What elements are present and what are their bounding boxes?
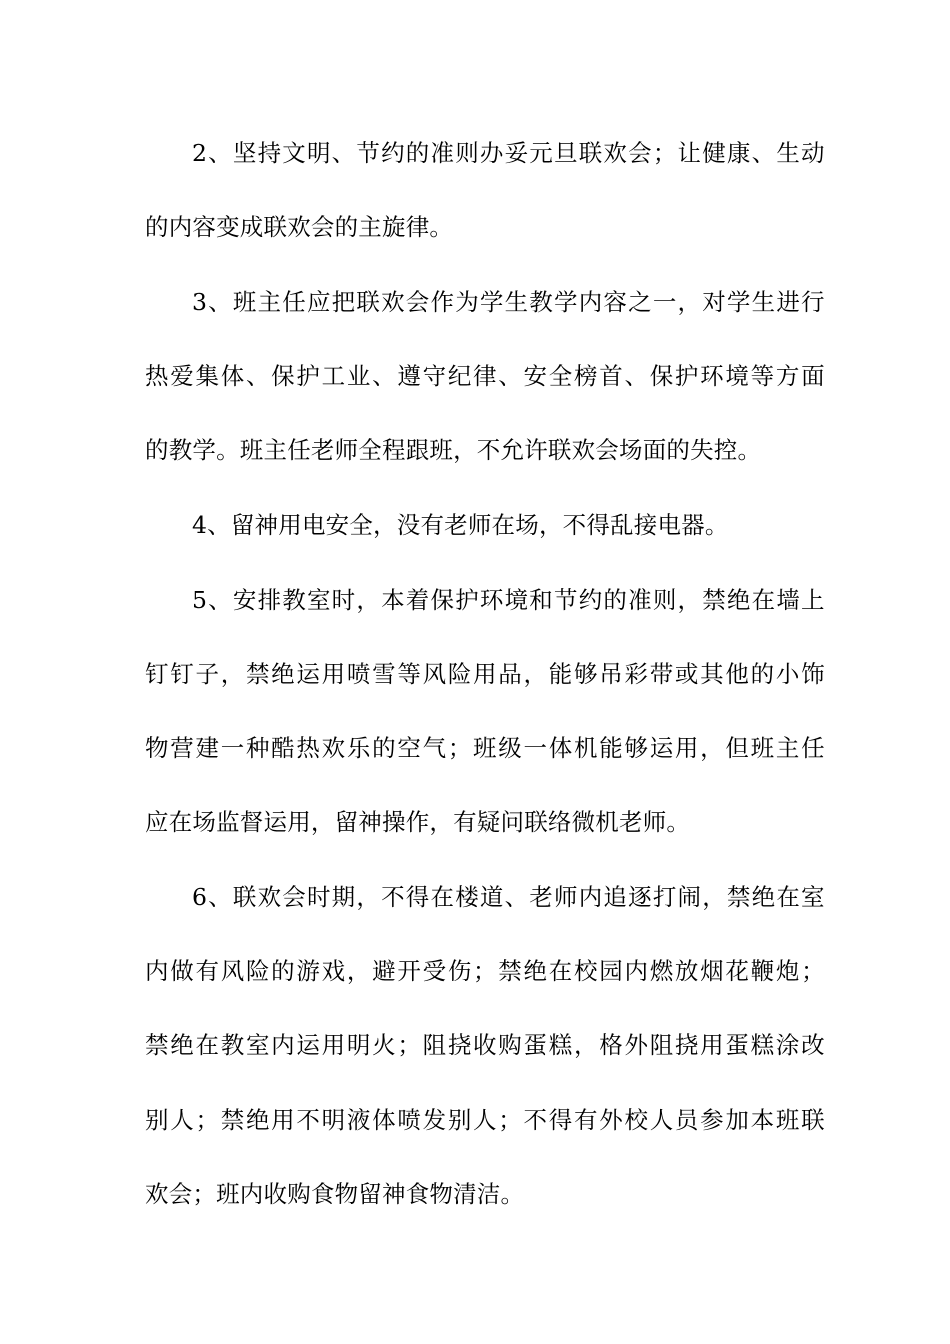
text-glyph: 让: [677, 139, 702, 167]
text-glyph: 开: [397, 957, 422, 985]
text-glyph: 欢: [603, 139, 628, 167]
text-glyph: 榜: [573, 362, 598, 390]
text-glyph: 守: [422, 362, 447, 390]
paragraph-6-line-3: [145, 1025, 825, 1065]
text-glyph: 、: [372, 362, 396, 390]
text-glyph: 运: [649, 734, 674, 762]
text-glyph: 绝: [271, 660, 295, 688]
text-glyph: 会: [628, 139, 652, 167]
text-glyph: 挠: [447, 1031, 472, 1059]
text-glyph: 节: [356, 139, 381, 167]
text-glyph: 内: [271, 1031, 295, 1059]
text-glyph: 把: [331, 288, 356, 316]
text-glyph: 教: [529, 288, 553, 316]
text-glyph: 联: [232, 883, 257, 911]
text-glyph: 应: [306, 288, 331, 316]
text-glyph: 涂: [775, 1031, 800, 1059]
text-glyph: 风: [422, 660, 447, 688]
text-glyph: 花: [725, 957, 750, 985]
text-glyph: 生: [751, 288, 776, 316]
paragraph-4-line-1: 4、留神用电安全，没有老师在场，不得乱接电器。: [192, 511, 729, 539]
text-glyph: 学: [479, 288, 504, 316]
text-glyph: 不: [296, 1106, 321, 1134]
text-glyph: 在: [548, 957, 573, 985]
text-glyph: 任: [282, 288, 306, 316]
text-glyph: 保: [271, 362, 295, 390]
text-glyph: 教: [220, 1031, 245, 1059]
text-glyph: 他: [725, 660, 750, 688]
text-glyph: 保: [649, 362, 674, 390]
text-glyph: 小: [775, 660, 800, 688]
text-glyph: 则: [455, 139, 479, 167]
text-glyph: 空: [397, 734, 422, 762]
text-glyph: 购: [498, 1031, 522, 1059]
text-glyph: 2: [192, 139, 208, 167]
text-glyph: 主: [257, 288, 282, 316]
text-glyph: 保: [430, 586, 455, 614]
text-glyph: 方: [775, 362, 800, 390]
text-glyph: ，: [677, 288, 702, 316]
text-glyph: 一: [523, 734, 548, 762]
text-glyph: 妥: [504, 139, 529, 167]
text-glyph: 境: [504, 586, 529, 614]
paragraph-6-line-2: [145, 951, 825, 991]
text-glyph: 旦: [554, 139, 578, 167]
text-glyph: 外: [624, 1031, 649, 1059]
text-glyph: 班: [473, 734, 497, 762]
text-glyph: 内: [578, 288, 603, 316]
text-glyph: 准: [430, 139, 455, 167]
text-glyph: 人: [473, 1106, 497, 1134]
text-glyph: 、: [208, 586, 232, 614]
paragraph-3-line-1: [192, 282, 825, 322]
paragraph-6-line-1: [192, 877, 825, 917]
text-glyph: 机: [573, 734, 598, 762]
text-glyph: 一: [652, 288, 677, 316]
text-glyph: 护: [296, 362, 321, 390]
text-glyph: 带: [649, 660, 674, 688]
text-glyph: 在: [776, 883, 801, 911]
text-glyph: ，: [220, 660, 245, 688]
text-glyph: 参: [700, 1106, 724, 1134]
text-glyph: 或: [674, 660, 699, 688]
text-glyph: 用: [271, 1106, 295, 1134]
text-glyph: 蛋: [523, 1031, 548, 1059]
text-glyph: 其: [700, 660, 724, 688]
text-glyph: 体: [548, 734, 573, 762]
text-glyph: 体: [220, 362, 245, 390]
text-glyph: ，: [523, 660, 548, 688]
text-glyph: 学: [554, 288, 578, 316]
text-glyph: 一: [220, 734, 245, 762]
text-glyph: 改: [801, 1031, 825, 1059]
text-glyph: 做: [170, 957, 194, 985]
text-glyph: 对: [702, 288, 726, 316]
text-glyph: 的: [750, 660, 775, 688]
text-glyph: ；: [498, 1106, 522, 1134]
text-glyph: 等: [750, 362, 775, 390]
text-glyph: ；: [195, 1106, 220, 1134]
text-glyph: 用: [321, 660, 346, 688]
text-glyph: 得: [405, 883, 430, 911]
text-glyph: 饰: [801, 660, 825, 688]
text-glyph: 建: [195, 734, 220, 762]
text-glyph: 任: [801, 734, 825, 762]
text-glyph: 康: [726, 139, 751, 167]
text-glyph: 热: [145, 362, 169, 390]
paragraph-5-line-2: [145, 654, 825, 694]
text-glyph: 阻: [649, 1031, 674, 1059]
text-glyph: 会: [282, 883, 306, 911]
text-glyph: 物: [145, 734, 169, 762]
text-glyph: 工: [321, 362, 346, 390]
text-glyph: 墙: [776, 586, 801, 614]
text-glyph: 绝: [170, 1031, 194, 1059]
text-glyph: 别: [145, 1106, 169, 1134]
text-glyph: 加: [725, 1106, 750, 1134]
text-glyph: 园: [599, 957, 623, 985]
text-glyph: 够: [624, 734, 649, 762]
text-glyph: 、: [208, 288, 232, 316]
text-glyph: 内: [578, 883, 603, 911]
text-glyph: 、: [624, 362, 649, 390]
text-glyph: 等: [397, 660, 422, 688]
text-glyph: 用: [473, 660, 497, 688]
text-glyph: 纪: [447, 362, 472, 390]
text-glyph: 明: [346, 1031, 371, 1059]
text-glyph: 用: [674, 734, 699, 762]
text-glyph: 节: [554, 586, 578, 614]
text-glyph: 环: [700, 362, 724, 390]
text-glyph: 、: [208, 139, 232, 167]
text-glyph: 联: [801, 1106, 825, 1134]
text-glyph: 乐: [346, 734, 371, 762]
text-glyph: 为: [455, 288, 479, 316]
text-glyph: 用: [700, 1031, 724, 1059]
text-glyph: 安: [523, 362, 548, 390]
text-glyph: 禁: [726, 883, 751, 911]
text-glyph: 班: [775, 1106, 800, 1134]
text-glyph: 逐: [628, 883, 652, 911]
text-glyph: 子: [195, 660, 220, 688]
text-glyph: 持: [257, 139, 282, 167]
text-glyph: 在: [751, 586, 776, 614]
text-glyph: 本: [381, 586, 405, 614]
text-glyph: 人: [170, 1106, 194, 1134]
paragraph-5-line-3: [145, 728, 825, 768]
text-glyph: 则: [652, 586, 677, 614]
text-glyph: 室: [245, 1031, 270, 1059]
text-glyph: 的: [603, 586, 628, 614]
text-glyph: 人: [649, 1106, 674, 1134]
text-glyph: 外: [599, 1106, 623, 1134]
text-glyph: 遵: [397, 362, 422, 390]
text-glyph: 、: [208, 883, 232, 911]
text-glyph: 钉: [145, 660, 169, 688]
text-glyph: 安: [232, 586, 257, 614]
text-glyph: ，: [702, 883, 726, 911]
text-glyph: 、: [504, 883, 529, 911]
text-glyph: 收: [473, 1031, 497, 1059]
paragraph-5-line-1: [192, 580, 825, 620]
text-glyph: 糕: [548, 1031, 573, 1059]
text-glyph: 之: [628, 288, 652, 316]
paragraph-2-line-2: 的内容变成联欢会的主旋律。: [145, 213, 454, 241]
text-glyph: 动: [801, 139, 825, 167]
text-glyph: 的: [271, 957, 295, 985]
text-glyph: 学: [726, 288, 751, 316]
text-glyph: 会: [405, 288, 430, 316]
text-glyph: 6: [192, 883, 208, 911]
text-glyph: 禁: [245, 660, 270, 688]
text-glyph: 境: [725, 362, 750, 390]
text-glyph: 班: [750, 734, 775, 762]
text-glyph: 禁: [702, 586, 726, 614]
paragraph-6-line-4: [145, 1100, 825, 1140]
paragraph-3-line-3: 的教学。班主任老师全程跟班，不允许联欢会场面的失控。: [145, 436, 762, 464]
text-glyph: 不: [523, 1106, 548, 1134]
text-glyph: ；: [397, 1031, 422, 1059]
text-glyph: 体: [372, 1106, 396, 1134]
text-glyph: 酷: [271, 734, 295, 762]
text-glyph: 室: [306, 586, 331, 614]
text-glyph: 有: [573, 1106, 598, 1134]
text-glyph: 险: [447, 660, 472, 688]
text-glyph: 钉: [170, 660, 194, 688]
text-glyph: ；: [801, 957, 825, 985]
text-glyph: 护: [455, 586, 479, 614]
text-glyph: 格: [599, 1031, 623, 1059]
text-glyph: 欢: [257, 883, 282, 911]
text-glyph: 能: [548, 660, 573, 688]
text-glyph: 业: [346, 362, 371, 390]
text-glyph: 坚: [232, 139, 257, 167]
text-glyph: 营: [170, 734, 194, 762]
text-glyph: 、: [331, 139, 356, 167]
text-glyph: 禁: [498, 957, 522, 985]
text-glyph: 约: [578, 586, 603, 614]
text-glyph: 热: [296, 734, 321, 762]
text-glyph: 老: [529, 883, 553, 911]
text-glyph: 风: [220, 957, 245, 985]
text-glyph: 行: [801, 288, 825, 316]
text-glyph: 生: [504, 288, 529, 316]
paragraph-6-line-5: 欢会；班内收购食物留神食物清洁。: [145, 1180, 525, 1208]
text-glyph: 发: [422, 1106, 447, 1134]
text-glyph: 得: [548, 1106, 573, 1134]
text-glyph: 排: [257, 586, 282, 614]
text-glyph: 本: [750, 1106, 775, 1134]
paragraph-5-line-4: 应在场监督运用，留神操作，有疑问联络微机老师。: [145, 808, 691, 836]
text-glyph: ；: [447, 734, 472, 762]
text-glyph: 联: [578, 139, 603, 167]
text-glyph: 绝: [751, 883, 776, 911]
text-glyph: 运: [296, 1031, 321, 1059]
text-glyph: 欢: [321, 734, 346, 762]
text-glyph: 着: [405, 586, 430, 614]
text-glyph: 主: [775, 734, 800, 762]
text-glyph: ，: [677, 586, 702, 614]
text-glyph: 打: [652, 883, 677, 911]
text-glyph: 护: [674, 362, 699, 390]
text-glyph: 文: [282, 139, 306, 167]
text-glyph: 蛋: [725, 1031, 750, 1059]
text-glyph: 办: [479, 139, 504, 167]
text-glyph: 的: [372, 734, 396, 762]
text-glyph: 室: [801, 883, 825, 911]
text-glyph: 运: [296, 660, 321, 688]
text-glyph: 品: [498, 660, 522, 688]
text-glyph: 够: [573, 660, 598, 688]
text-glyph: 5: [192, 586, 208, 614]
text-glyph: 上: [801, 586, 825, 614]
text-glyph: 、: [245, 362, 270, 390]
text-glyph: 楼: [455, 883, 479, 911]
text-glyph: 期: [331, 883, 356, 911]
text-glyph: 在: [195, 1031, 220, 1059]
text-glyph: 时: [331, 586, 356, 614]
text-glyph: 不: [381, 883, 405, 911]
text-glyph: 烟: [700, 957, 724, 985]
text-glyph: 有: [195, 957, 220, 985]
text-glyph: 糕: [750, 1031, 775, 1059]
text-glyph: 能: [599, 734, 623, 762]
text-glyph: 绝: [726, 586, 751, 614]
text-glyph: 校: [624, 1106, 649, 1134]
text-glyph: 爱: [170, 362, 194, 390]
text-glyph: 校: [573, 957, 598, 985]
text-glyph: 的: [405, 139, 430, 167]
text-glyph: 避: [372, 957, 396, 985]
text-glyph: 元: [529, 139, 553, 167]
text-glyph: ；: [473, 957, 497, 985]
text-glyph: 时: [306, 883, 331, 911]
text-glyph: 和: [529, 586, 553, 614]
text-glyph: 喷: [397, 1106, 422, 1134]
text-glyph: 彩: [624, 660, 649, 688]
text-glyph: 约: [381, 139, 405, 167]
text-glyph: 准: [628, 586, 652, 614]
text-glyph: 追: [603, 883, 628, 911]
text-glyph: 师: [554, 883, 578, 911]
text-glyph: 雪: [372, 660, 396, 688]
text-glyph: 液: [346, 1106, 371, 1134]
text-glyph: ，: [356, 586, 381, 614]
text-glyph: 联: [356, 288, 381, 316]
text-glyph: 种: [245, 734, 270, 762]
text-glyph: 挠: [674, 1031, 699, 1059]
text-glyph: 面: [801, 362, 825, 390]
text-glyph: 内: [145, 957, 169, 985]
text-glyph: 生: [776, 139, 801, 167]
text-glyph: 险: [245, 957, 270, 985]
text-glyph: 作: [430, 288, 455, 316]
text-glyph: 明: [306, 139, 331, 167]
text-glyph: 、: [751, 139, 776, 167]
text-glyph: ；: [652, 139, 677, 167]
text-glyph: 喷: [346, 660, 371, 688]
text-glyph: 集: [195, 362, 220, 390]
text-glyph: 在: [430, 883, 455, 911]
text-glyph: 气: [422, 734, 447, 762]
text-glyph: ，: [356, 883, 381, 911]
text-glyph: 戏: [321, 957, 346, 985]
text-glyph: 燃: [649, 957, 674, 985]
text-glyph: 绝: [245, 1106, 270, 1134]
text-glyph: 容: [603, 288, 628, 316]
text-glyph: 进: [776, 288, 801, 316]
text-glyph: 、: [498, 362, 522, 390]
text-glyph: 环: [479, 586, 504, 614]
text-glyph: 放: [674, 957, 699, 985]
text-glyph: 别: [447, 1106, 472, 1134]
text-glyph: 鞭: [750, 957, 775, 985]
text-glyph: 明: [321, 1106, 346, 1134]
text-glyph: 级: [498, 734, 522, 762]
paragraph-3-line-2: [145, 356, 825, 396]
text-glyph: 火: [372, 1031, 396, 1059]
text-glyph: 欢: [381, 288, 405, 316]
text-glyph: 闹: [677, 883, 702, 911]
text-glyph: 内: [624, 957, 649, 985]
text-glyph: 禁: [145, 1031, 169, 1059]
text-glyph: 班: [232, 288, 257, 316]
text-glyph: 全: [548, 362, 573, 390]
text-glyph: 律: [473, 362, 497, 390]
text-glyph: 阻: [422, 1031, 447, 1059]
text-glyph: 游: [296, 957, 321, 985]
text-glyph: 禁: [220, 1106, 245, 1134]
text-glyph: 伤: [447, 957, 472, 985]
text-glyph: 道: [479, 883, 504, 911]
text-glyph: ，: [700, 734, 724, 762]
text-glyph: 健: [702, 139, 726, 167]
text-glyph: ，: [346, 957, 371, 985]
text-glyph: 用: [321, 1031, 346, 1059]
text-glyph: 受: [422, 957, 447, 985]
text-glyph: 首: [599, 362, 623, 390]
text-glyph: 教: [282, 586, 306, 614]
text-glyph: 但: [725, 734, 750, 762]
paragraph-2-line-1: [192, 133, 825, 173]
text-glyph: 炮: [775, 957, 800, 985]
text-glyph: 3: [192, 288, 208, 316]
text-glyph: ，: [573, 1031, 598, 1059]
text-glyph: 绝: [523, 957, 548, 985]
text-glyph: 吊: [599, 660, 623, 688]
text-glyph: 员: [674, 1106, 699, 1134]
